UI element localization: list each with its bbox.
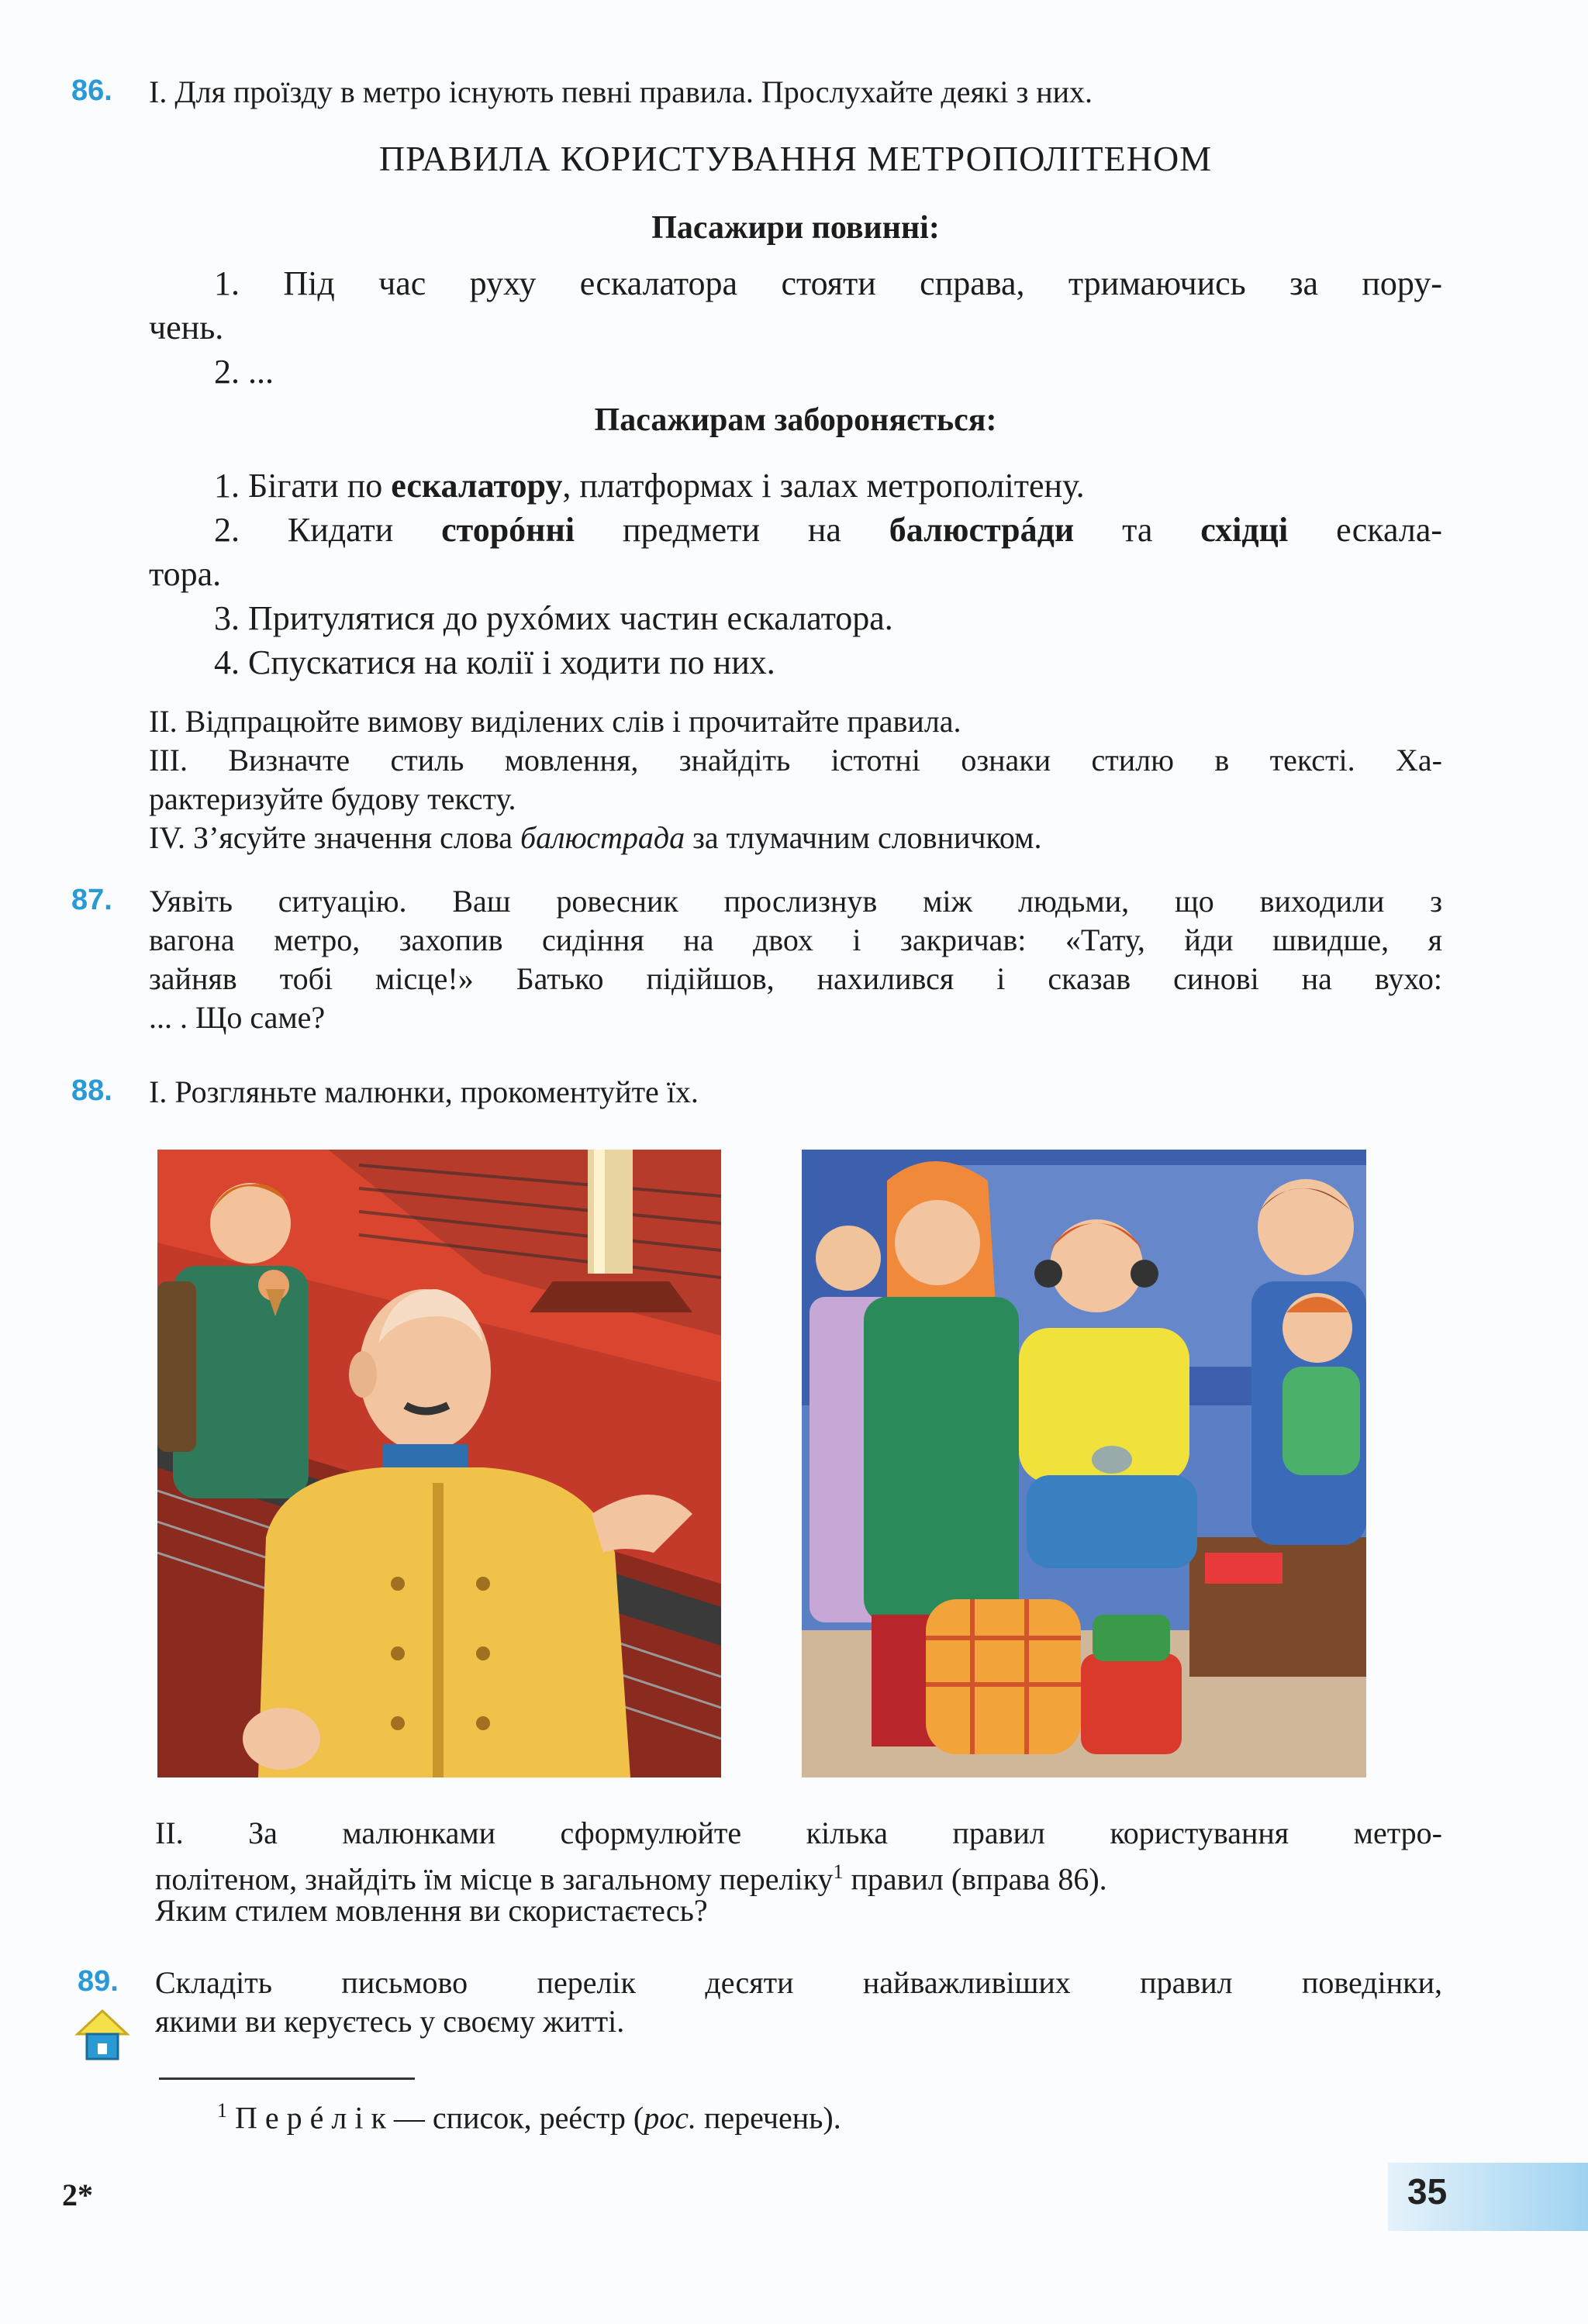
- highlighted-word-skhidtsi: східці: [1200, 511, 1289, 549]
- exercise-89-line-2: якими ви керуєтесь у своєму житті.: [155, 2004, 625, 2039]
- exercise-number-89: 89.: [78, 1965, 119, 1998]
- must-rule-2: 2. ...: [214, 353, 274, 391]
- must-heading: Пасажири повинні:: [651, 210, 940, 246]
- forbid-rule-2-part: та: [1074, 511, 1201, 549]
- escalator-illustration: [157, 1150, 721, 1777]
- footnote: [217, 2091, 1380, 2137]
- highlighted-word-escalator: ескалатору: [391, 467, 563, 505]
- exercise-87-line-1: Уявіть ситуацію. Ваш ровесник прослизнув між людьми, що виходили з: [149, 884, 1442, 919]
- exercise-number-87: 87.: [71, 884, 112, 916]
- forbid-rule-2-part: ескала-: [1288, 511, 1443, 549]
- exercise-86-task-4: [149, 819, 1442, 857]
- highlighted-word-storonni: сторóнні: [441, 511, 575, 549]
- exercise-87-line-3: зайняв тобі місце!» Батько підійшов, нахилився і сказав синові на вухо:: [149, 961, 1442, 996]
- exercise-87-line-4: ... . Що саме?: [149, 1000, 326, 1035]
- forbid-rule-2-part: предмети на: [575, 511, 889, 549]
- footnote-reference: 1: [833, 1860, 844, 1883]
- exercise-86-task-3: ІІІ. Визначте стиль мовлення, знайдіть істотні ознаки стилю в тексті. Ха-: [149, 743, 1442, 778]
- rules-title: ПРАВИЛА КОРИСТУВАННЯ МЕТРОПОЛІТЕНОМ: [378, 139, 1213, 178]
- escalator-drawing: [157, 1150, 721, 1777]
- exercise-88-task-2: ІІ. За малюнками сформулюйте кілька правил користування метро-: [155, 1815, 1442, 1850]
- metro-car-drawing: [802, 1150, 1366, 1777]
- footnote-marker: 1: [217, 2099, 227, 2122]
- highlighted-word-balustrady: балюстрáди: [889, 511, 1075, 549]
- forbid-rule-2-continued: тора.: [149, 555, 222, 593]
- exercise-86-intro: І. Для проїзду в метро існують певні правила. Прослухайте деякі з них.: [149, 74, 1093, 109]
- footnote-term: П е р é л і к: [227, 2100, 386, 2136]
- exercise-86-task-2: ІІ. Відпрацюйте вимову виділених слів і прочитайте правила.: [149, 704, 961, 739]
- task-2-text: політеном, знайдіть їм місце в загальному переліку: [155, 1861, 834, 1897]
- exercise-88-intro: І. Розгляньте малюнки, прокоментуйте їх.: [149, 1074, 699, 1109]
- forbid-rule-1: [214, 464, 1442, 508]
- forbid-rule-1-end: , платформах і залах метрополітену.: [562, 467, 1085, 505]
- exercise-87-line-2: вагона метро, захопив сидіння на двох і закричав: «Тату, йди швидше, я: [149, 922, 1442, 957]
- footnote-definition-end: перечень).: [696, 2100, 841, 2136]
- footnote-divider: [159, 2077, 415, 2080]
- exercise-number-86: 86.: [71, 74, 112, 107]
- forbid-rule-2-part: 2. Кидати: [214, 511, 442, 549]
- house-icon: [74, 2008, 130, 2064]
- forbid-heading: Пасажирам забороняється:: [594, 402, 997, 438]
- forbid-rule-2: [214, 508, 1442, 552]
- footnote-lang-label: рос.: [644, 2100, 696, 2136]
- task-4-start: IV. З’ясуйте значення слова: [149, 820, 520, 855]
- metro-car-illustration: [802, 1150, 1366, 1777]
- must-rule-1-continued: чень.: [149, 309, 224, 347]
- footnote-definition: — список, реéстр (: [385, 2100, 644, 2136]
- forbid-rule-3: 3. Притулятися до рухóмих частин ескалатора.: [214, 599, 893, 637]
- task-2-text-end: правил (вправа 86).: [843, 1861, 1107, 1897]
- forbid-rule-1-start: 1. Бігати по: [214, 467, 392, 505]
- exercise-86-task-3-continued: рактеризуйте будову тексту.: [149, 781, 516, 816]
- sheet-mark: 2*: [62, 2177, 93, 2212]
- task-4-term: балюстрада: [520, 820, 685, 855]
- task-4-end: за тлумачним словничком.: [685, 820, 1042, 855]
- exercise-number-88: 88.: [71, 1074, 112, 1107]
- exercise-88-task-2-question: Яким стилем мовлення ви скористаєтесь?: [155, 1893, 708, 1928]
- exercise-89-line-1: Складіть письмово перелік десяти найважливіших правил поведінки,: [155, 1965, 1442, 2000]
- page-number: 35: [1407, 2171, 1448, 2212]
- forbid-rule-4: 4. Спускатися на колії і ходити по них.: [214, 643, 775, 681]
- must-rule-1: 1. Під час руху ескалатора стояти справа, тримаючись за пору-: [214, 264, 1442, 302]
